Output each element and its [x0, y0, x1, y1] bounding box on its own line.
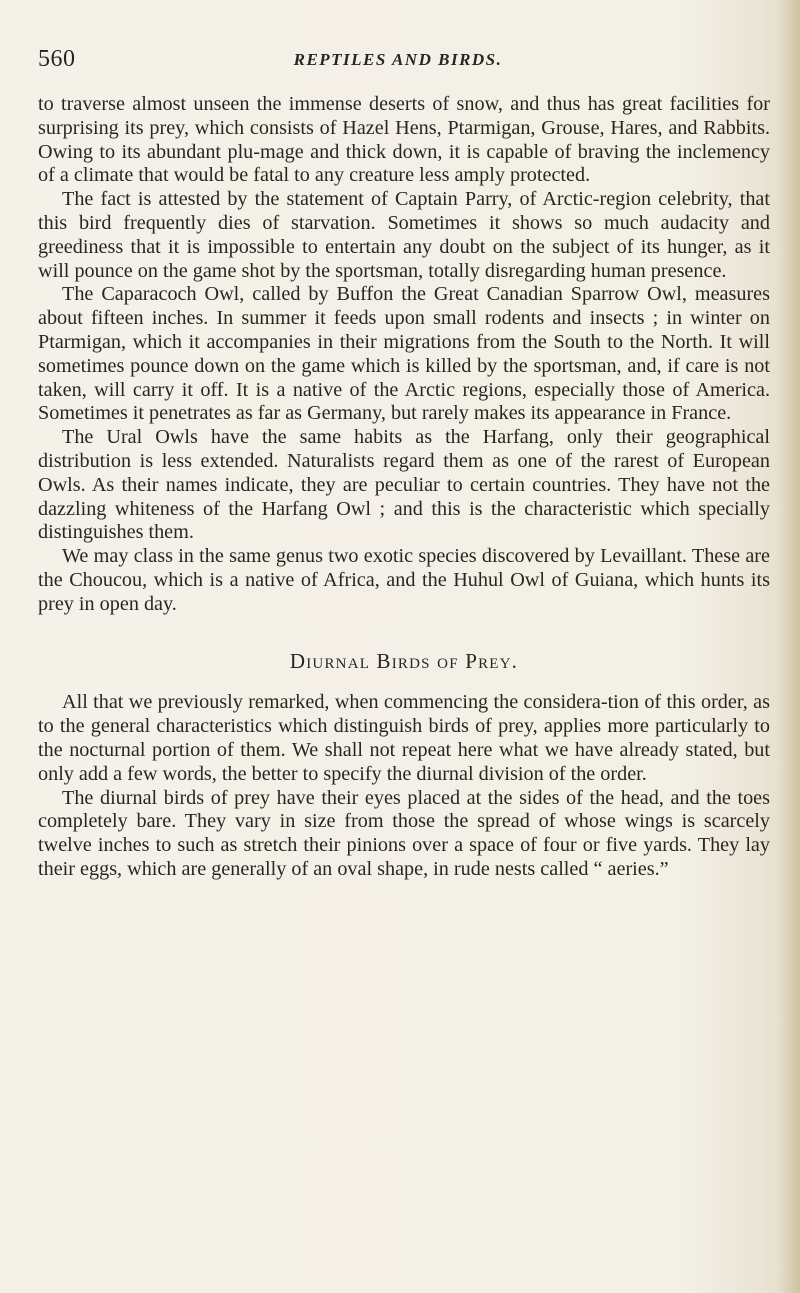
paragraph: The Ural Owls have the same habits as the Harfang, only their geographical distribution is less extended. Naturalists regard them as one of the rarest of European Owls. As their names indicate, they are peculiar to certain countries. They have not the dazzling whiteness of the Harfang Owl ; and this is the characteristic which specially distinguishes them. [38, 426, 770, 544]
paragraph: The diurnal birds of prey have their eyes placed at the sides of the head, and the toes completely bare. They vary in size from those the spread of whose wings is scarcely twelve inches to such as stretch their pinions over a space of four or five yards. They lay their eggs, which are generally of an oval shape, in rude nests called “ aeries.” [38, 786, 770, 880]
paragraph: The Caparacoch Owl, called by Buffon the Great Canadian Sparrow Owl, measures about fifteen inches. In summer it feeds upon small rodents and insects ; in winter on Ptarmigan, which it accompanies in their migrations from the South to the North. It will sometimes pounce down on the game which is killed by the sportsman, and, if care is not taken, will carry it off. It is a native of the Arctic regions, especially those of America. Sometimes it penetrates as far as Germany, but rarely makes its appearance in France. [38, 283, 770, 425]
body-text [38, 93, 770, 882]
page-header [38, 46, 728, 76]
paragraph: All that we previously remarked, when commencing the considera-tion of this order, as to the general characteristics which distinguish birds of prey, applies more particularly to the nocturnal portion of them. We shall not repeat here what we have already stated, but only add a few words, the better to specify the diurnal division of the order. [38, 691, 770, 785]
paragraph: to traverse almost unseen the immense deserts of snow, and thus has great facilities for surprising its prey, which consists of Hazel Hens, Ptarmigan, Grouse, Hares, and Rabbits. Owing to its abundant plu-mage and thick down, it is capable of braving the inclemency of a climate that would be fatal to any creature less amply protected. [38, 93, 770, 187]
section-heading: Diurnal Birds of Prey. [289, 648, 519, 673]
paragraph: The fact is attested by the statement of Captain Parry, of Arctic-region celebrity, that this bird frequently dies of starvation. Sometimes it shows so much audacity and greediness that it is impossible to entertain any doubt on the subject of its hunger, as it will pounce on the game shot by the sportsman, totally disregarding human presence. [38, 188, 770, 282]
running-head: REPTILES AND BIRDS. [293, 50, 503, 69]
page-edge-shadow [778, 0, 800, 1293]
page-number: 560 [38, 46, 76, 72]
paragraph: We may class in the same genus two exotic species discovered by Levaillant. These are the Choucou, which is a native of Africa, and the Huhul Owl of Guiana, which hunts its prey in open day. [38, 545, 770, 615]
